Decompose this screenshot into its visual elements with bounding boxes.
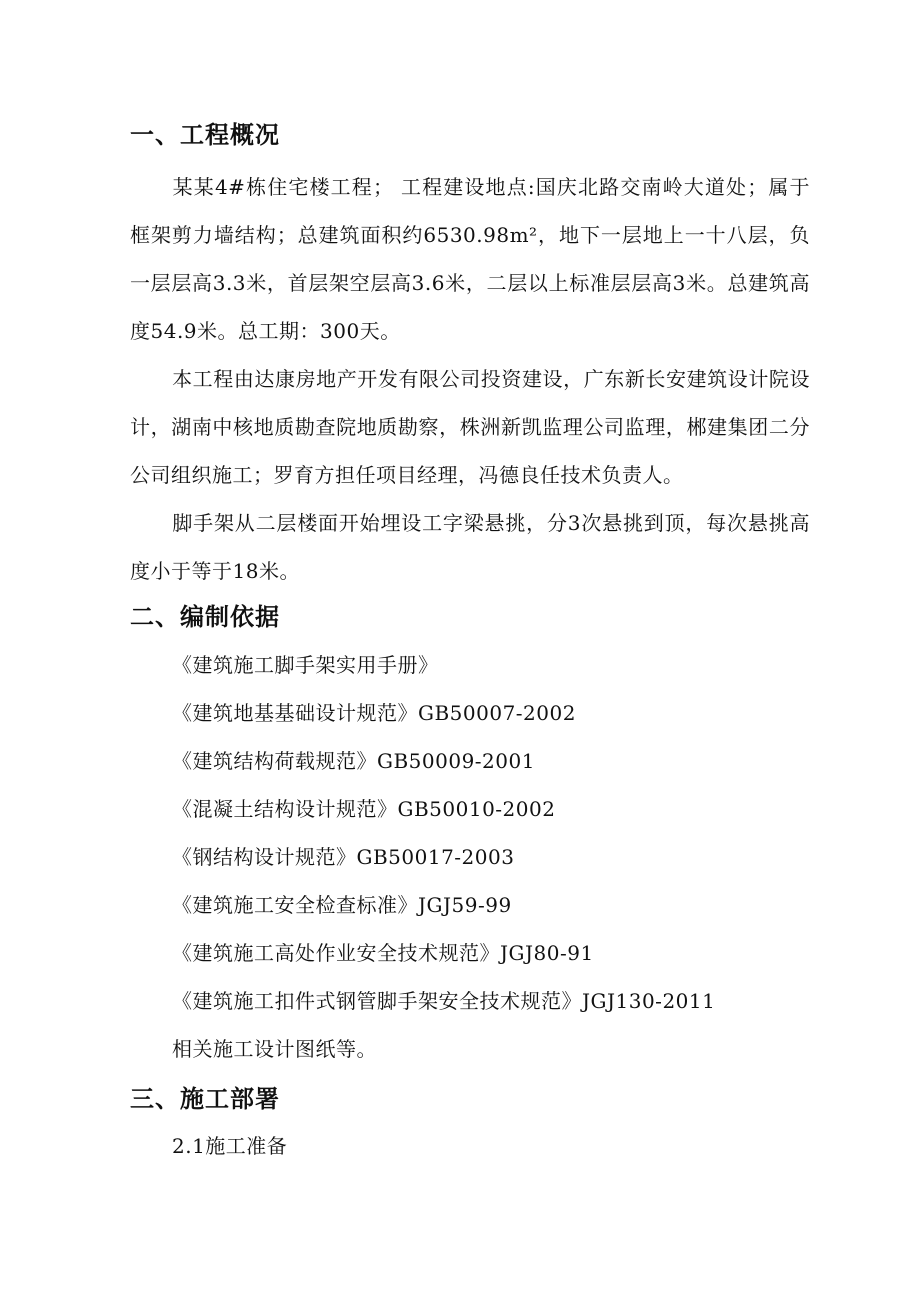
basis-item-8: 《建筑施工扣件式钢管脚手架安全技术规范》JGJ130-2011 <box>172 989 716 1013</box>
overview-paragraph-2-text: 本工程由达康房地产开发有限公司投资建设，广东新长安建筑设计院设计，湖南中核地质勘查院地质勘察，株洲新凯监理公司监理，郴建集团二分公司组织施工；罗育方担任项目经理，冯德良任技术负责人。 <box>130 367 810 487</box>
overview-paragraph-1 <box>130 163 810 355</box>
basis-item-7: 《建筑施工高处作业安全技术规范》JGJ80-91 <box>172 941 594 965</box>
section-heading-basis: 二、编制依据 <box>130 603 280 631</box>
basis-item-2: 《建筑地基基础设计规范》GB50007-2002 <box>172 701 576 725</box>
overview-paragraph-1-text: 某某4#栋住宅楼工程； 工程建设地点:国庆北路交南岭大道处；属于框架剪力墙结构；总建筑面积约6530.98m²，地下一层地上一十八层，负一层层高3.3米，首层架空层高3.6米，二层以上标准层层高3米。总建筑高度54.9米。总工期：300天。 <box>130 175 810 343</box>
deployment-subheading: 2.1施工准备 <box>172 1134 288 1158</box>
section-heading-overview: 一、工程概况 <box>130 121 280 149</box>
basis-item-3: 《建筑结构荷载规范》GB50009-2001 <box>172 749 535 773</box>
basis-item-5: 《钢结构设计规范》GB50017-2003 <box>172 845 515 869</box>
basis-item-9: 相关施工设计图纸等。 <box>172 1037 377 1061</box>
overview-paragraph-3-text: 脚手架从二层楼面开始埋设工字梁悬挑，分3次悬挑到顶，每次悬挑高度小于等于18米。 <box>130 511 810 583</box>
overview-paragraph-2 <box>130 355 810 499</box>
section-heading-deployment: 三、施工部署 <box>130 1085 280 1113</box>
basis-item-1: 《建筑施工脚手架实用手册》 <box>172 653 439 677</box>
overview-paragraph-3 <box>130 499 810 595</box>
basis-item-4: 《混凝土结构设计规范》GB50010-2002 <box>172 797 556 821</box>
basis-item-6: 《建筑施工安全检查标准》JGJ59-99 <box>172 893 512 917</box>
